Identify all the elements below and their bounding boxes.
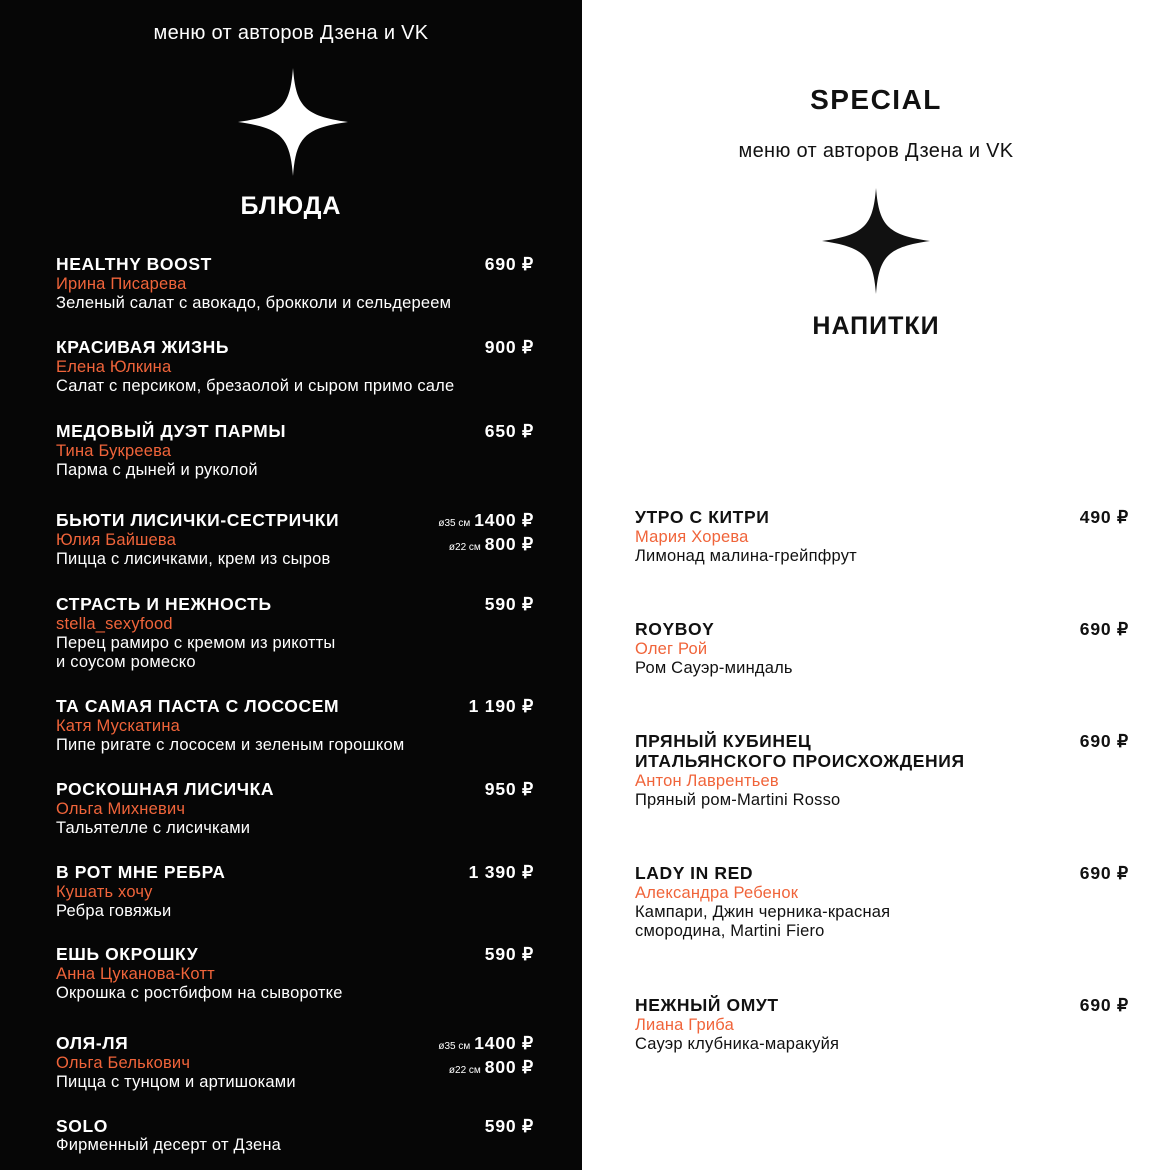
- menu-item: [56, 862, 536, 921]
- item-name: МЕДОВЫЙ ДУЭТ ПАРМЫ: [56, 421, 287, 441]
- item-description: Перец рамиро с кремом из рикотты: [56, 634, 336, 652]
- item-description: Сауэр клубника-маракуйя: [635, 1035, 840, 1053]
- item-name: СТРАСТЬ И НЕЖНОСТЬ: [56, 594, 272, 614]
- item-author: Анна Цуканова-Котт: [56, 965, 215, 983]
- item-description: Окрошка с ростбифом на сыворотке: [56, 984, 343, 1002]
- item-description: Кампари, Джин черника-красная: [635, 903, 891, 921]
- item-name: HEALTHY BOOST: [56, 254, 212, 274]
- item-price: 1400 ₽: [474, 1033, 534, 1053]
- item-price: 690 ₽: [1079, 863, 1129, 883]
- item-name: БЬЮТИ ЛИСИЧКИ-СЕСТРИЧКИ: [56, 510, 340, 530]
- four-point-star-icon: [822, 188, 930, 294]
- item-price: 590 ₽: [484, 594, 534, 614]
- item-author: Олег Рой: [635, 640, 708, 658]
- item-price: 1400 ₽: [474, 510, 534, 530]
- pizza-size-label: ø22 см: [448, 1065, 481, 1076]
- four-point-star-icon: [238, 68, 348, 176]
- item-description: Пицца с лисичками, крем из сыров: [56, 550, 331, 568]
- drinks-menu-panel: [582, 0, 1170, 1170]
- section-title-dishes: БЛЮДА: [240, 192, 342, 220]
- menu-item: [635, 731, 1129, 810]
- item-description: Салат с персиком, брезаолой и сыром примо сале: [56, 377, 455, 395]
- item-name: РОСКОШНАЯ ЛИСИЧКА: [56, 779, 275, 799]
- item-author: Александра Ребенок: [635, 884, 799, 902]
- item-name: ЕШЬ ОКРОШКУ: [56, 944, 199, 964]
- menu-item: [56, 254, 536, 313]
- item-author: Лиана Гриба: [635, 1016, 734, 1034]
- item-price: 650 ₽: [484, 421, 534, 441]
- item-author: Тина Букреева: [56, 442, 172, 460]
- price-row-small: [438, 534, 534, 558]
- item-author: Ольга Михневич: [56, 800, 186, 818]
- item-price: 950 ₽: [484, 779, 534, 799]
- pizza-size-label: ø35 см: [438, 1041, 471, 1052]
- item-author: Юлия Байшева: [56, 531, 177, 549]
- item-description: Зеленый салат с авокадо, брокколи и сельдереем: [56, 294, 452, 312]
- item-name: УТРО С КИТРИ: [635, 507, 770, 527]
- item-price: 690 ₽: [484, 254, 534, 274]
- item-description-line2: и соусом ромеско: [56, 653, 196, 671]
- item-description: Лимонад малина-грейпфрут: [635, 547, 857, 565]
- item-name: ОЛЯ-ЛЯ: [56, 1033, 129, 1053]
- item-name: ROYBOY: [635, 619, 715, 639]
- menu-subtitle: меню от авторов Дзена и VK: [153, 22, 429, 44]
- item-name: ПРЯНЫЙ КУБИНЕЦ: [635, 731, 812, 751]
- price-row-large: [438, 510, 534, 534]
- dishes-menu-panel: [0, 0, 582, 1170]
- item-price: 1 190 ₽: [468, 696, 534, 716]
- item-author: Ирина Писарева: [56, 275, 187, 293]
- item-price: 690 ₽: [1079, 619, 1129, 639]
- item-description: Пряный ром-Martini Rosso: [635, 791, 841, 809]
- menu-item: [56, 337, 536, 396]
- item-name: В РОТ МНЕ РЕБРА: [56, 862, 226, 882]
- item-author: Антон Лаврентьев: [635, 772, 779, 790]
- menu-item: [635, 507, 1129, 566]
- pizza-size-label: ø35 см: [438, 518, 471, 529]
- item-price: 800 ₽: [484, 534, 534, 554]
- menu-item: [56, 1033, 536, 1092]
- price-row-large: [438, 1033, 534, 1057]
- item-name: НЕЖНЫЙ ОМУТ: [635, 995, 779, 1015]
- item-price: 900 ₽: [484, 337, 534, 357]
- item-description: Пипе ригате с лососем и зеленым горошком: [56, 736, 405, 754]
- item-price-group: [438, 510, 534, 558]
- price-row-small: [438, 1057, 534, 1081]
- pizza-size-label: ø22 см: [448, 542, 481, 553]
- item-price: 1 390 ₽: [468, 862, 534, 882]
- item-author: Мария Хорева: [635, 528, 749, 546]
- brand-title: SPECIAL: [810, 84, 942, 115]
- menu-item: [635, 995, 1129, 1054]
- menu-item: [635, 619, 1129, 678]
- menu-subtitle: меню от авторов Дзена и VK: [738, 140, 1014, 162]
- item-price: 590 ₽: [484, 944, 534, 964]
- item-description: Тальятелле с лисичками: [56, 819, 251, 837]
- item-name: КРАСИВАЯ ЖИЗНЬ: [56, 337, 230, 357]
- menu-item: [56, 1116, 536, 1155]
- item-price-group: [438, 1033, 534, 1081]
- item-name: ТА САМАЯ ПАСТА С ЛОСОСЕМ: [56, 696, 340, 716]
- item-description: Ром Сауэр-миндаль: [635, 659, 793, 677]
- item-description: Фирменный десерт от Дзена: [56, 1136, 282, 1154]
- menu-item: [56, 421, 536, 480]
- item-description: Пицца с тунцом и артишоками: [56, 1073, 296, 1091]
- item-price: 800 ₽: [484, 1057, 534, 1077]
- item-price: 690 ₽: [1079, 995, 1129, 1015]
- item-author: Елена Юлкина: [56, 358, 172, 376]
- item-price: 690 ₽: [1079, 731, 1129, 751]
- item-author: Катя Мускатина: [56, 717, 181, 735]
- menu-item: [56, 594, 536, 672]
- menu-item: [56, 779, 536, 838]
- section-title-drinks: НАПИТКИ: [812, 312, 940, 340]
- item-description-line2: смородина, Martini Fiero: [635, 922, 825, 940]
- item-name: LADY IN RED: [635, 863, 754, 883]
- item-author: Ольга Белькович: [56, 1054, 191, 1072]
- item-author: stella_sexyfood: [56, 615, 173, 633]
- menu-item: [56, 944, 536, 1003]
- item-price: 590 ₽: [484, 1116, 534, 1136]
- item-name: SOLO: [56, 1116, 108, 1136]
- menu-item: [56, 696, 536, 755]
- menu-item: [56, 510, 536, 569]
- item-name-line2: ИТАЛЬЯНСКОГО ПРОИСХОЖДЕНИЯ: [635, 751, 965, 771]
- menu-item: [635, 863, 1129, 941]
- item-author: Кушать хочу: [56, 883, 153, 901]
- item-price: 490 ₽: [1079, 507, 1129, 527]
- item-description: Ребра говяжьи: [56, 902, 172, 920]
- item-description: Парма с дыней и руколой: [56, 461, 258, 479]
